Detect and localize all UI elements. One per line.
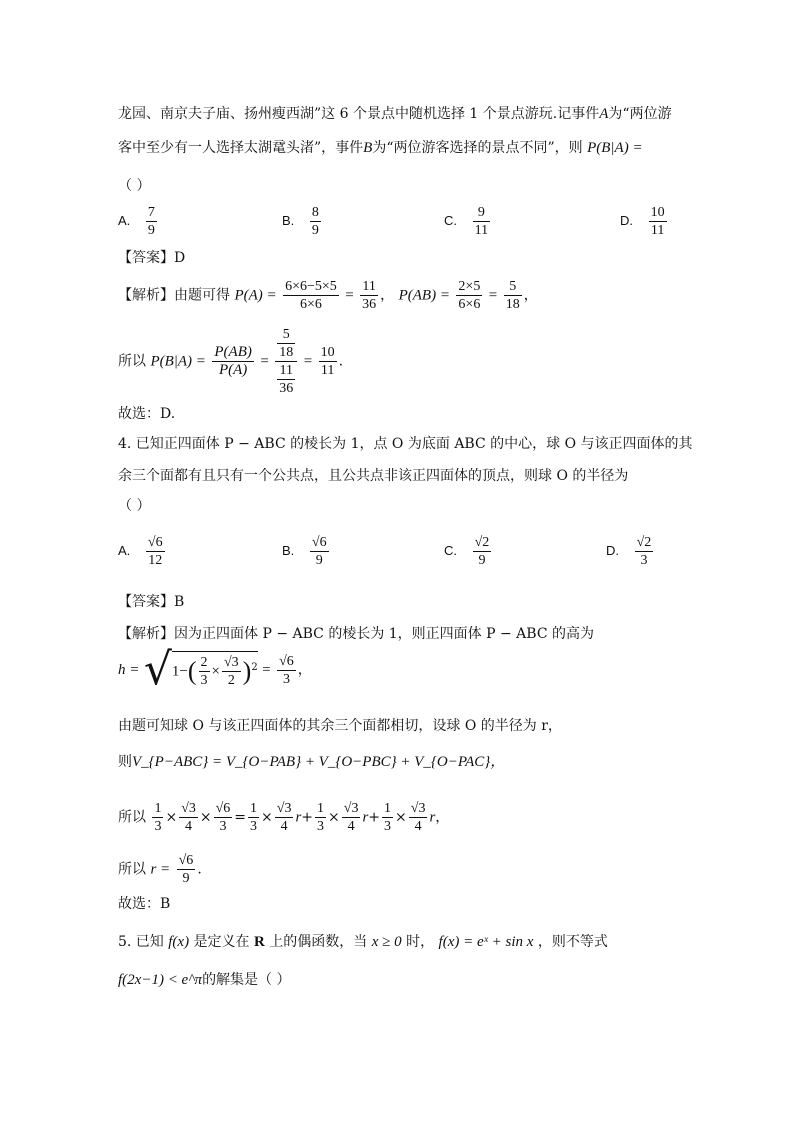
q3-stem-line1: 龙园、南京夫子庙、扬州瘦西湖”这 6 个景点中随机选择 1 个景点游玩.记事件A为“两位游 [118, 106, 672, 122]
q4-analysis-line1: 【解析】因为正四面体 P − ABC 的棱长为 1，则正四面体 P − ABC 的高为 [118, 626, 594, 642]
q4-stem-line2: 余三个面都有且只有一个公共点，且公共点非该正四面体的顶点，则球 O 的半径为 [118, 468, 629, 484]
q3-option-d: D. $\frac{10}{11}$ [620, 205, 665, 238]
q3-query: P(B|A) = [587, 140, 643, 156]
q4-option-d: D. $\frac{√2}{3}$ [606, 535, 652, 568]
q3-choose: 故选：D. [118, 406, 176, 422]
q4-height-formula: h = √1−( $\frac{2}{3}$ × $\frac{√3}{2}$ )$^2$ = $\frac{√6}{3}$ ， [118, 644, 312, 695]
q4-stem-line1: 4. 已知正四面体 P − ABC 的棱长为 1，点 O 为底面 ABC 的中心，球 O 与该正四面体的其 [118, 436, 693, 452]
q5-stem-line2: f(2x−1) < e^π的解集是（ ） [118, 972, 291, 988]
q4-answer: 【答案】B [118, 594, 185, 610]
q3-stem-line2: 客中至少有一人选择太湖鼋头渚”，事件B为“两位游客选择的景点不同”，则 P(B|A) = [118, 140, 643, 156]
q4-option-b: B. $\frac{√6}{9}$ [282, 535, 327, 568]
q3-answer: 【答案】D [118, 250, 186, 266]
q3-analysis-line2: 所以 P(B|A) = $\frac{P(AB)}{P(A)}$ = $\frac{\frac{5}{18}}{\frac{11}{36}}$ = $\frac{10}{11}$ . [118, 327, 344, 396]
q4-volume-line: 则V_{P−ABC} = V_{O−PAB} + V_{O−PBC} + V_{O−PAC}， [118, 754, 506, 770]
q4-tangent-line: 由题可知球 O 与该正四面体的其余三个面都相切，设球 O 的半径为 r， [118, 718, 562, 734]
q3-option-c: C. $\frac{9}{11}$ [444, 205, 489, 238]
q4-option-a: A. $\frac{√6}{12}$ [118, 535, 163, 568]
q4-blank: （ ） [118, 498, 151, 514]
q3-option-b: B. $\frac{8}{9}$ [282, 205, 319, 238]
q4-choose: 故选：B [118, 896, 171, 912]
q5-stem-line1: 5. 已知 f(x) 是定义在 R 上的偶函数，当 x ≥ 0 时， f(x) = eˣ + sin x ，则不等式 [118, 934, 608, 950]
q4-volume-expansion: 所以 $\frac{1}{3}$ × $\frac{√3}{4}$ × $\frac{√6}{3}$ = $\frac{1}{3}$ × $\frac{√3}{4}$ r+ $\frac{1}{3}$ × $\frac{√3}{4}$ r+ $\frac{1}{3}$ × $\frac{√3}{4}$ r， [118, 801, 450, 834]
q4-result: 所以 r = $\frac{√6}{9}$ . [118, 853, 202, 886]
q3-analysis-line1: 【解析】由题可得 P(A) = $\frac{6\times 6-5\times 5}{6\times 6}$ = $\frac{11}{36}$ ， P(AB) = $\frac{2\times 5}{6\times 6}$ = $\frac{5}{18}$ ， [118, 279, 538, 312]
q3-option-a: A. $\frac{7}{9}$ [118, 205, 155, 238]
q4-option-c: C. $\frac{√2}{9}$ [444, 535, 490, 568]
q3-blank: （ ） [118, 178, 151, 194]
